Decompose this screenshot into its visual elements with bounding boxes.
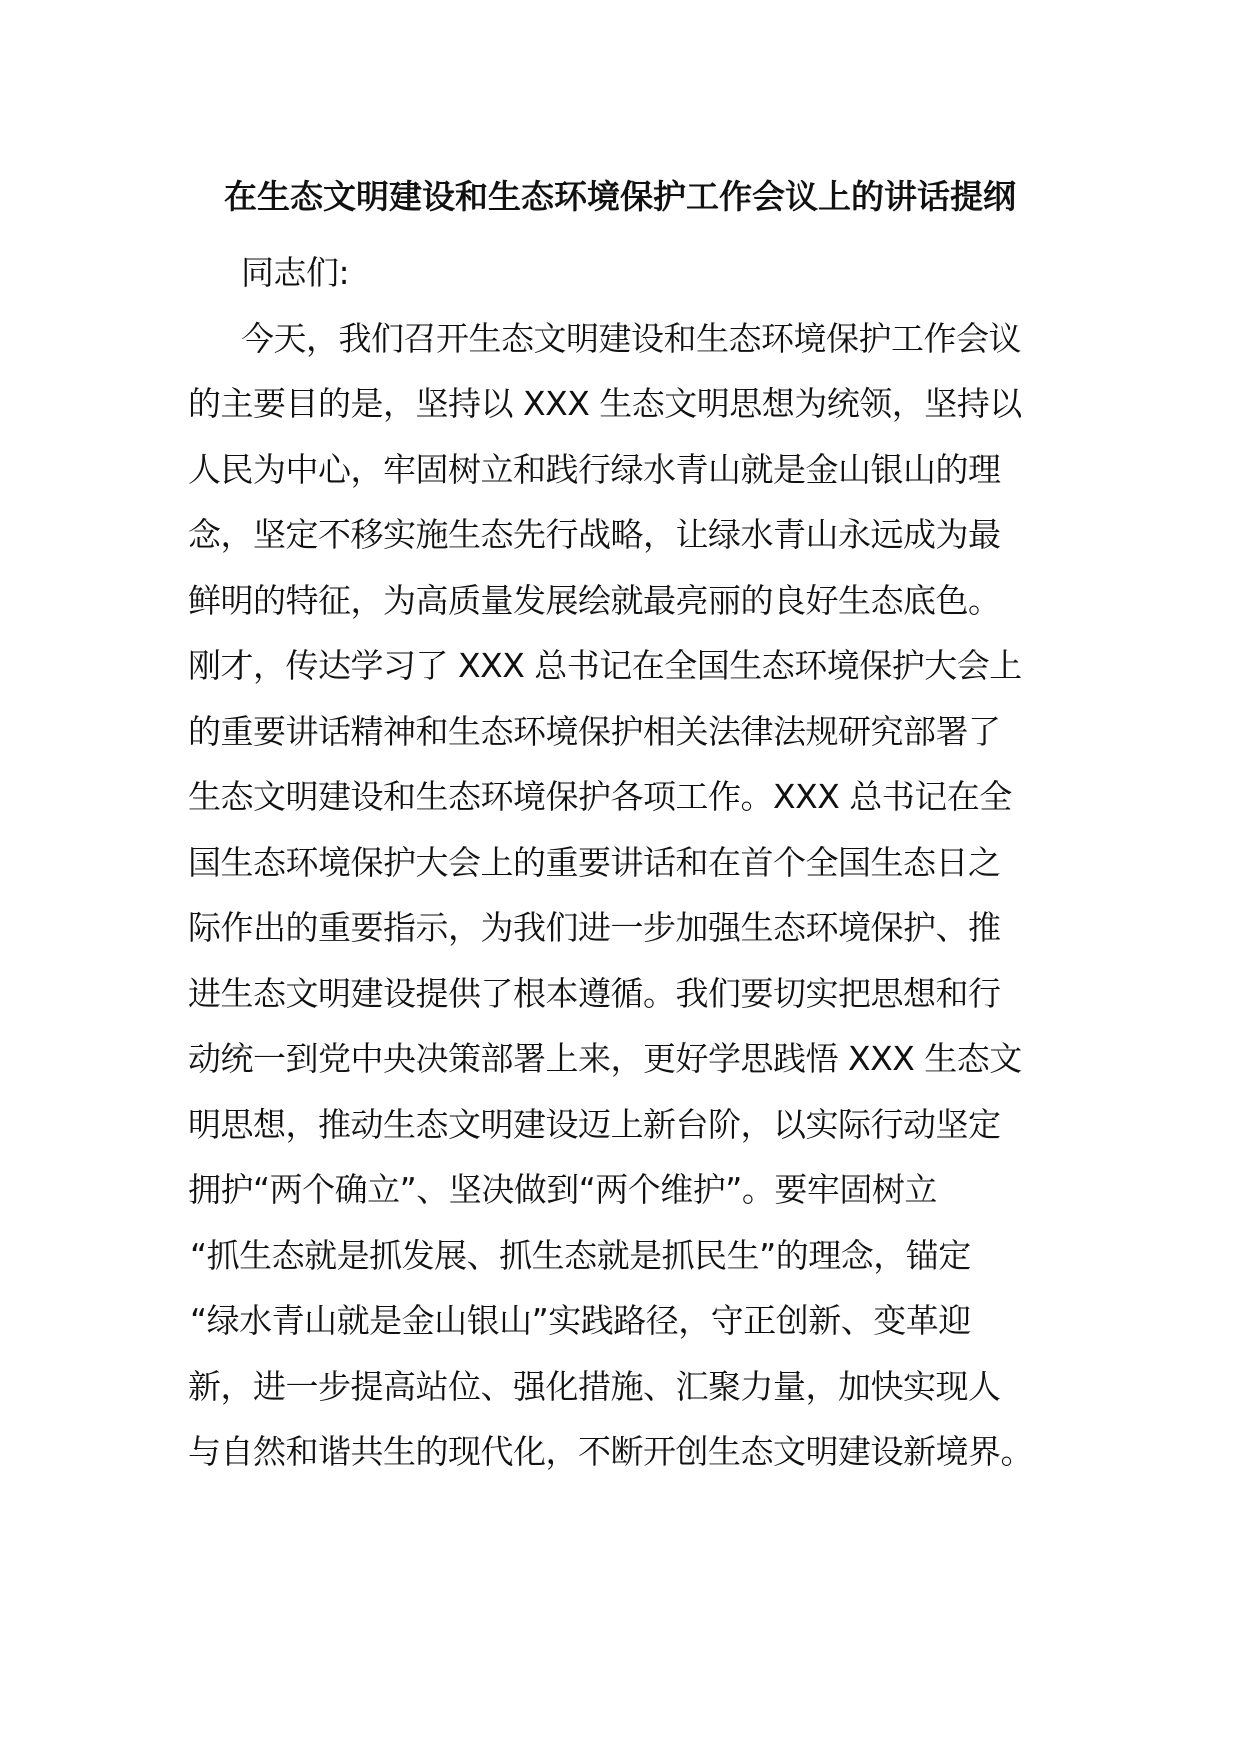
paragraph-line: “抓生态就是抓发展、抓生态就是抓民生”的理念，锚定 — [190, 1235, 971, 1275]
document-body — [188, 240, 1068, 1485]
paragraph-line: 今天，我们召开生态文明建设和生态环境保护工作会议 — [241, 318, 1021, 358]
paragraph-line: 生态文明建设和生态环境保护各项工作。XXX 总书记在全 — [188, 777, 1012, 816]
paragraph-line: 动统一到党中央决策部署上来，更好学思践悟 XXX 生态文 — [188, 1039, 1022, 1078]
paragraph-line: 念，坚定不移实施生态先行战略，让绿水青山永远成为最 — [188, 515, 1001, 554]
paragraph-line: 新，进一步提高站位、强化措施、汇聚力量，加快实现人 — [188, 1366, 1001, 1406]
paragraph-line: “绿水青山就是金山银山”实践路径，守正创新、变革迎 — [190, 1301, 971, 1340]
paragraph-line: 刚才，传达学习了 XXX 总书记在全国生态环境保护大会上 — [188, 646, 1022, 685]
document-title: 在生态文明建设和生态环境保护工作会议上的讲话提纲 — [224, 177, 1016, 216]
paragraph-line: 鲜明的特征，为高质量发展绘就最亮丽的良好生态底色。 — [188, 580, 1001, 620]
paragraph-line: 进生态文明建设提供了根本遵循。我们要切实把思想和行 — [188, 973, 1001, 1013]
paragraph-line: 人民为中心，牢固树立和践行绿水青山就是金山银山的理 — [188, 449, 1001, 489]
paragraph-line: 的重要讲话精神和生态环境保护相关法律法规研究部署了 — [188, 711, 1001, 751]
paragraph-line: 明思想，推动生态文明建设迈上新台阶，以实际行动坚定 — [188, 1104, 1001, 1144]
salutation: 同志们: — [241, 253, 350, 292]
paragraph-line: 国生态环境保护大会上的重要讲话和在首个全国生态日之 — [188, 842, 1001, 882]
paragraph-line: 际作出的重要指示，为我们进一步加强生态环境保护、推 — [188, 908, 1001, 947]
paragraph-line: 的主要目的是，坚持以 XXX 生态文明思想为统领，坚持以 — [188, 384, 1022, 423]
paragraph-line: 拥护“两个确立”、坚决做到“两个维护”。要牢固树立 — [188, 1170, 937, 1209]
paragraph-line: 与自然和谐共生的现代化，不断开创生态文明建设新境界。 — [188, 1432, 1033, 1471]
